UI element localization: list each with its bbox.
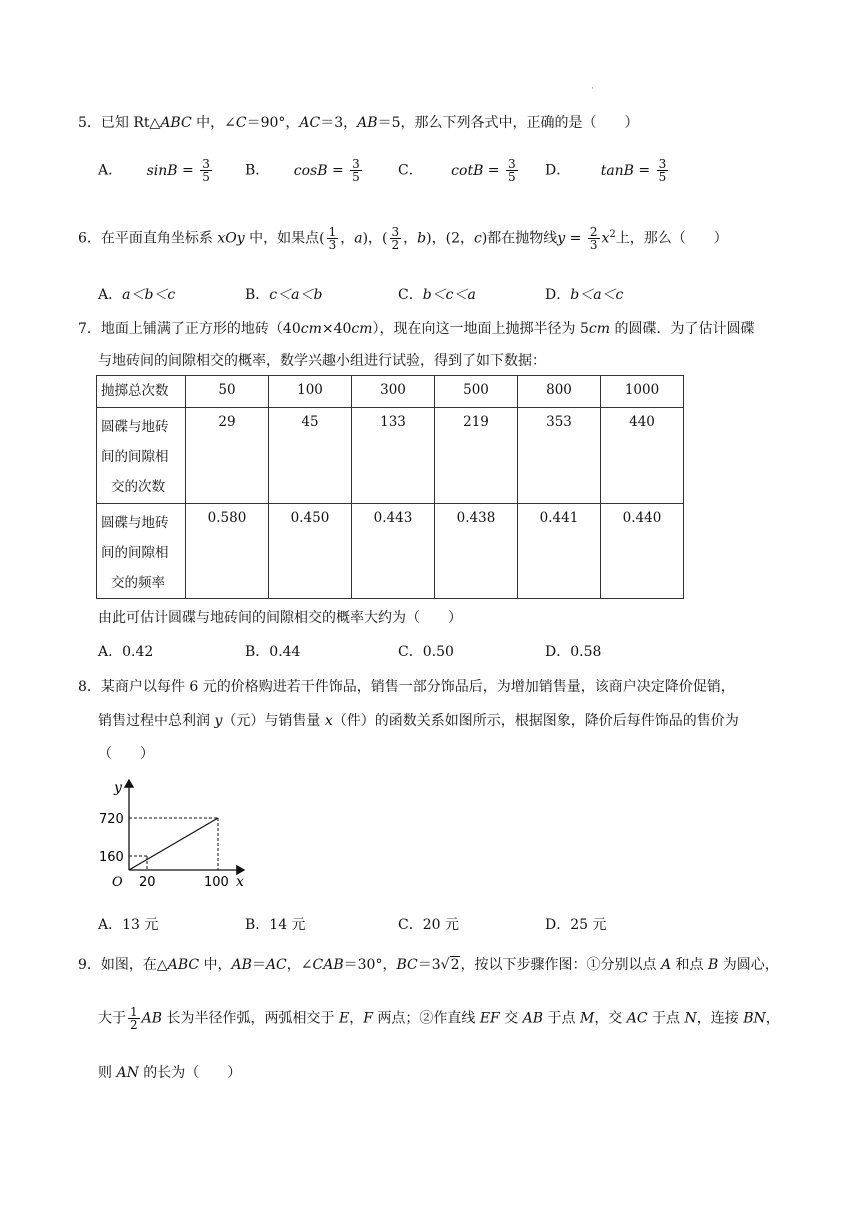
text: ＝30°，	[343, 957, 397, 973]
text: 于点	[543, 1010, 580, 1027]
text: ＝5，那么下列各式中，正确的是（ ）	[377, 115, 639, 131]
table-cell: 0.438	[435, 504, 518, 599]
text: A	[660, 957, 672, 973]
table-header-cell	[97, 504, 186, 599]
header-line: 间的间隙相	[101, 449, 169, 465]
numerator: 3	[202, 157, 210, 171]
table-cell: 0.580	[186, 504, 269, 599]
fraction	[128, 1006, 140, 1031]
text: 交	[499, 1010, 523, 1027]
table-cell: 29	[186, 408, 269, 504]
question-7-stem-line2: 与地砖间的间隙相交的概率，数学兴趣小组进行试验，得到了如下数据：	[98, 353, 546, 369]
option-fn: tanB	[600, 162, 634, 179]
question-8-stem-line1	[78, 676, 735, 696]
text: AC	[265, 957, 287, 973]
option-text: 0.50	[422, 644, 454, 660]
text: ×40	[321, 321, 352, 337]
q6-option-b[interactable]	[245, 284, 322, 304]
denominator: 5	[658, 170, 667, 184]
text: 已知 Rt△	[100, 115, 161, 131]
text: y	[557, 230, 566, 247]
text: a	[354, 230, 363, 247]
text: N	[684, 1010, 697, 1027]
superscript: 2	[609, 228, 616, 240]
text: 在平面直角坐标系	[100, 230, 218, 247]
option-text: b＜a＜c	[570, 287, 624, 303]
table-cell: 50	[186, 376, 269, 408]
question-number: 7．	[78, 321, 101, 337]
denominator: 3	[589, 238, 598, 252]
fraction	[327, 226, 339, 251]
text: ，按以下步骤作图：①分别以点	[460, 957, 661, 973]
table-cell: 1000	[601, 376, 684, 408]
text: AC	[626, 1010, 648, 1027]
text: x	[324, 713, 333, 729]
table-cell: 0.450	[269, 504, 352, 599]
denominator: 5	[202, 170, 210, 184]
text: 则	[98, 1065, 117, 1081]
text: ，	[765, 1010, 780, 1027]
text: 长为半径作弧，两弧相交于	[162, 1010, 339, 1027]
question-8-stem-line3: （ ）	[98, 746, 154, 762]
table-header-cell	[97, 408, 186, 504]
option-label: B．	[245, 644, 270, 660]
text: cm	[300, 321, 322, 337]
table-cell: 219	[435, 408, 518, 504]
text: 地面上铺满了正方形的地砖（40	[100, 321, 301, 337]
y-tick-label: 160	[99, 850, 124, 865]
q7-option-b[interactable]	[245, 641, 300, 661]
text: ＝3，	[320, 115, 358, 131]
experiment-table	[96, 375, 684, 599]
text: 的长为（ ）	[138, 1065, 242, 1081]
text: AB	[357, 115, 378, 131]
table-row	[97, 376, 684, 408]
text: )都在抛物线	[481, 230, 558, 247]
option-label: B．	[245, 162, 270, 179]
option-label: A．	[98, 644, 123, 660]
text: （件）的函数关系如图所示，根据图象，降价后每件饰品的售价为	[332, 713, 739, 729]
text: b	[417, 230, 427, 247]
origin-label: O	[112, 875, 123, 890]
fraction	[200, 158, 212, 183]
text: )，(2，	[426, 230, 474, 247]
option-label: C．	[398, 917, 423, 933]
question-9-stem-line1	[78, 954, 779, 974]
text: ，	[340, 230, 355, 247]
y-axis-label: y	[114, 780, 122, 796]
text: BC	[396, 957, 418, 973]
text: CAB	[312, 957, 344, 973]
q6-option-c[interactable]	[398, 284, 476, 304]
q5-option-c[interactable]: C． cotB = $\frac{3}{5}$	[398, 157, 516, 184]
text: 上，那么（ ）	[615, 230, 728, 247]
question-9-stem-line2	[98, 1006, 780, 1031]
text: ，连接	[696, 1010, 744, 1027]
question-9-stem-line3	[98, 1062, 241, 1082]
table-row	[97, 504, 684, 599]
numerator: 3	[391, 225, 400, 239]
profit-graph	[96, 772, 256, 892]
question-number: 5．	[78, 115, 101, 131]
numerator: 1	[328, 225, 337, 239]
table-row	[97, 408, 684, 504]
option-label: D．	[545, 162, 571, 179]
question-6-stem	[78, 226, 728, 251]
text: cm	[351, 321, 373, 337]
table-cell: 0.440	[601, 504, 684, 599]
text: 中，	[199, 957, 232, 973]
text: AB	[141, 1010, 163, 1027]
option-label: B．	[245, 917, 270, 933]
header-line: 交的次数	[111, 479, 165, 495]
option-label: B．	[245, 287, 270, 303]
text: （元）与销售量	[222, 713, 325, 729]
table-cell: 0.441	[518, 504, 601, 599]
table-cell: 133	[352, 408, 435, 504]
text: 如图，在△	[100, 957, 168, 973]
q5-option-b[interactable]: B． cosB = $\frac{3}{5}$	[245, 157, 360, 184]
text: 销售过程中总利润	[98, 713, 215, 729]
text: AC	[299, 115, 321, 131]
option-label: D．	[545, 917, 571, 933]
option-text: 14 元	[269, 917, 306, 933]
option-fn: cotB	[451, 162, 484, 179]
text: c	[473, 230, 482, 247]
text: 某商户以每件 6 元的价格购进若干件饰品，销售一部分饰品后，为增加销售量，该商户决定降价促销，	[100, 679, 735, 695]
q5-option-a[interactable]: A． sinB = $\frac{3}{5}$	[98, 157, 210, 184]
option-text: b＜c＜a	[422, 287, 476, 303]
text: y	[214, 713, 223, 729]
text: cm	[588, 321, 611, 337]
question-number: 6．	[78, 230, 101, 247]
option-label: C．	[398, 644, 423, 660]
text: 和点	[671, 957, 708, 973]
q8-option-a[interactable]	[98, 914, 158, 934]
sqrt-sign: √	[440, 957, 450, 973]
option-text: 0.44	[269, 644, 301, 660]
fraction	[657, 158, 669, 183]
option-label: A．	[98, 287, 123, 303]
x-tick-label: 20	[139, 875, 156, 890]
question-7-conclusion: 由此可估计圆碟与地砖间的间隙相交的概率大约为（ ）	[98, 610, 462, 626]
question-number: 8．	[78, 679, 101, 695]
text: ＝90°，	[246, 115, 300, 131]
text: BN	[743, 1010, 766, 1027]
question-5-stem	[78, 112, 638, 132]
table-cell: 45	[269, 408, 352, 504]
option-label: A．	[98, 917, 123, 933]
text: ，∠	[286, 957, 313, 973]
text: 中，如果点(	[244, 230, 325, 247]
table-cell: 100	[269, 376, 352, 408]
q8-option-d[interactable]	[545, 914, 607, 934]
table-cell: 0.443	[352, 504, 435, 599]
text: 于点	[647, 1010, 685, 1027]
text: 两点；②作直线	[372, 1010, 480, 1027]
profit-line	[129, 818, 218, 870]
table-cell: 800	[518, 376, 601, 408]
option-text: 25 元	[570, 917, 607, 933]
denominator: 5	[508, 170, 516, 184]
fraction	[350, 158, 362, 183]
text: EF	[479, 1010, 500, 1027]
question-number: 9．	[78, 957, 101, 973]
text: F	[363, 1010, 373, 1027]
denominator: 5	[352, 170, 360, 184]
text: ，交	[594, 1010, 627, 1027]
text: C	[235, 115, 247, 131]
q5-option-d[interactable]: D． tanB = $\frac{3}{5}$	[545, 157, 667, 184]
option-text: c＜a＜b	[269, 287, 323, 303]
option-text: 0.42	[122, 644, 154, 660]
header-line: 间的间隙相	[101, 545, 169, 561]
text: 为圆心，	[718, 957, 779, 973]
q7-option-d[interactable]	[545, 641, 601, 661]
text: x	[601, 230, 610, 247]
text: 中，∠	[191, 115, 236, 131]
numerator: 3	[658, 157, 667, 171]
text: ＝3	[417, 957, 441, 973]
header-line: 交的频率	[111, 575, 165, 591]
option-label: D．	[545, 287, 571, 303]
header-line: 圆碟与地砖	[101, 419, 169, 435]
table-cell: 353	[518, 408, 601, 504]
option-fn: sinB	[146, 162, 178, 179]
denominator: 2	[391, 238, 400, 252]
q8-option-b[interactable]	[245, 914, 306, 934]
table-cell: 440	[601, 408, 684, 504]
text: ABC	[160, 115, 192, 131]
fraction	[390, 226, 402, 251]
option-label: C．	[398, 162, 423, 179]
x-axis-label: x	[236, 874, 244, 890]
text: xOy	[217, 230, 245, 247]
option-label: C．	[398, 287, 423, 303]
text: ），现在向这一地面上抛掷半径为 5	[372, 321, 589, 337]
table-cell: 300	[352, 376, 435, 408]
text: ABC	[167, 957, 200, 973]
text: AB	[522, 1010, 544, 1027]
text: )，(	[362, 230, 388, 247]
header-dot: ·	[591, 84, 594, 94]
text: 大于	[98, 1010, 126, 1027]
y-tick-label: 720	[99, 812, 124, 827]
option-text: 0.58	[570, 644, 602, 660]
numerator: 1	[130, 1005, 138, 1019]
option-text: a＜b＜c	[122, 287, 176, 303]
text: M	[579, 1010, 595, 1027]
table-header-cell: 抛掷总次数	[97, 376, 186, 408]
option-text: 13 元	[122, 917, 159, 933]
denominator: 3	[328, 238, 337, 252]
text: B	[707, 957, 719, 973]
question-8-stem-line2	[98, 710, 739, 730]
text: ，	[403, 230, 418, 247]
q7-option-c[interactable]	[398, 641, 454, 661]
header-line: 圆碟与地砖	[101, 515, 169, 531]
option-text: 20 元	[422, 917, 459, 933]
numerator: 3	[352, 157, 360, 171]
text: ，	[349, 1010, 364, 1027]
option-label: D．	[545, 644, 571, 660]
text: AB	[231, 957, 252, 973]
option-label: A．	[98, 162, 123, 179]
denominator: 2	[130, 1018, 138, 1032]
q7-option-a[interactable]	[98, 641, 153, 661]
numerator: 3	[508, 157, 516, 171]
x-tick-label: 100	[204, 875, 229, 890]
q6-option-a[interactable]	[98, 284, 175, 304]
fraction	[588, 226, 600, 251]
question-7-stem-line1	[78, 318, 754, 338]
text: =	[565, 230, 586, 247]
q8-option-c[interactable]	[398, 914, 459, 934]
table-cell: 500	[435, 376, 518, 408]
fraction	[506, 158, 518, 183]
numerator: 2	[589, 225, 598, 239]
text: ＝	[251, 957, 266, 973]
text: E	[338, 1010, 350, 1027]
text: AN	[116, 1065, 139, 1081]
q6-option-d[interactable]	[545, 284, 623, 304]
option-fn: cosB	[293, 162, 328, 179]
text: 的圆碟．为了估计圆碟	[610, 321, 755, 337]
sqrt-radicand: 2	[450, 957, 460, 973]
